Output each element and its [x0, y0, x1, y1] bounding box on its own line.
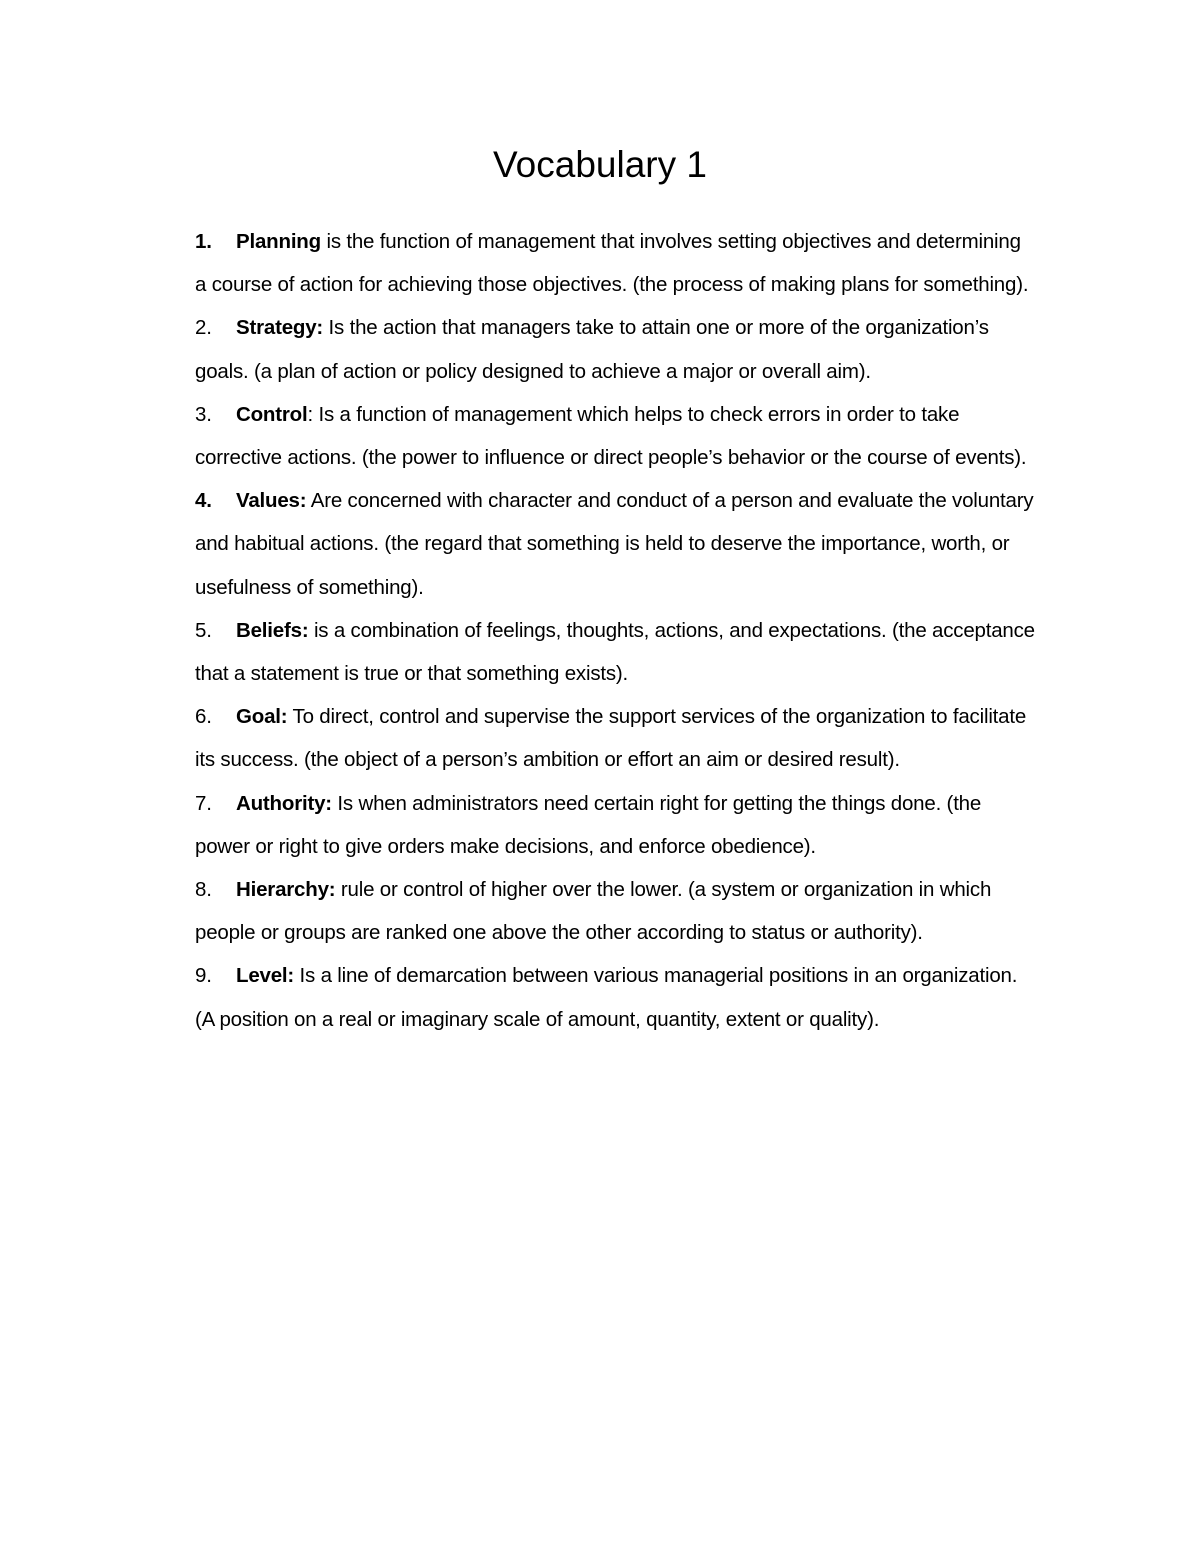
- item-number: 4.: [195, 489, 212, 513]
- list-item: [195, 868, 1035, 954]
- item-number: 9.: [195, 964, 212, 988]
- list-item: [195, 306, 1035, 392]
- item-term: Values:: [236, 489, 307, 513]
- list-item: [195, 954, 1035, 1040]
- item-term: Control: [236, 402, 308, 426]
- item-number: 8.: [195, 878, 212, 902]
- item-term: Strategy:: [236, 316, 324, 340]
- vocabulary-list: [195, 220, 1035, 1041]
- page-title: Vocabulary 1: [493, 144, 707, 185]
- item-number: 6.: [195, 705, 212, 729]
- item-definition: Are concerned with character and conduct of a person and evaluate the voluntary and habitual actions. (the regard that something is held to deserve the importance, worth, or usefulness of something).: [195, 489, 1034, 599]
- item-term: Beliefs:: [236, 618, 309, 642]
- item-definition: Is when administrators need certain right for getting the things done. (the power or right to give orders make decisions, and enforce obedience).: [195, 791, 982, 858]
- item-term: Planning: [236, 230, 321, 253]
- item-definition: Is the action that managers take to attain one or more of the organization’s goals. (a plan of action or policy designed to achieve a major or overall aim).: [195, 316, 989, 383]
- list-item: [195, 479, 1035, 609]
- list-item: [195, 609, 1035, 695]
- item-number: 7.: [195, 791, 212, 815]
- item-definition: is a combination of feelings, thoughts, actions, and expectations. (the acceptance that a statement is true or that something exists).: [195, 618, 1035, 686]
- item-term: Authority:: [236, 791, 332, 815]
- item-term: Goal:: [236, 705, 288, 729]
- item-definition: is the function of management that involves setting objectives and determining a course of action for achieving those objectives. (the process of making plans for something).: [195, 230, 1029, 297]
- item-term: Level:: [236, 964, 295, 988]
- list-item: [195, 220, 1035, 306]
- item-number: 1.: [195, 230, 212, 253]
- item-number: 3.: [195, 402, 212, 426]
- list-item: [195, 782, 1035, 868]
- item-sep: :: [307, 402, 313, 426]
- item-definition: To direct, control and supervise the support services of the organization to facilitate its success. (the object of a person’s ambition or effort an aim or desired result).: [195, 705, 1027, 772]
- item-number: 2.: [195, 316, 212, 340]
- list-item: [195, 695, 1035, 781]
- item-definition: Is a line of demarcation between various managerial positions in an organization. (A position on a real or imaginary scale of amount, quantity, extent or quality).: [195, 964, 1018, 1031]
- item-number: 5.: [195, 618, 212, 642]
- item-definition: rule or control of higher over the lower. (a system or organization in which people or groups are ranked one above the other according to status or authority).: [195, 878, 992, 945]
- item-definition: Is a function of management which helps to check errors in order to take corrective actions. (the power to influence or direct people’s behavior or the course of events).: [195, 402, 1027, 470]
- item-term: Hierarchy:: [236, 878, 336, 902]
- list-item: [195, 393, 1035, 479]
